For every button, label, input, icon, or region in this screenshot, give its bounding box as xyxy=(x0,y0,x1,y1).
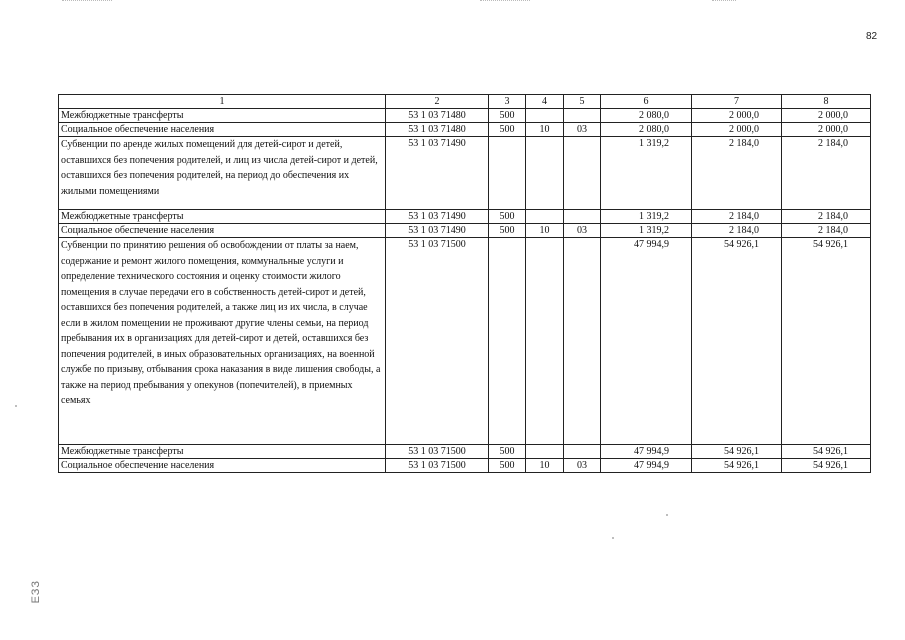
header-cell: 4 xyxy=(526,95,564,109)
row-value-col8: 2 184,0 xyxy=(782,224,871,238)
table-row xyxy=(59,238,871,445)
row-value-col6: 47 994,9 xyxy=(601,445,692,459)
row-type: 500 xyxy=(489,210,526,224)
row-section xyxy=(526,210,564,224)
row-name: Субвенции по принятию решения об освобождении от платы за наем, содержание и ремонт жилого помещения, коммунальные услуги и определение технического состояния и оценку стоимости жилого помещения в случае передачи его в собственность детей-сирот и детей, оставшихся без попечения родителей, а также лиц из их числа, в случае если в жилом помещении не проживают другие члены семьи, на период пребывания их в организациях для детей-сирот и детей, оставшихся без попечения родителей, в иных образовательных организациях, на военной службе по призыву, отбывания срока наказания в виде лишения свободы, а также на период пребывания у опекунов (попечителей), в приемных семьях xyxy=(59,238,386,445)
row-value-col7: 2 184,0 xyxy=(692,137,782,210)
row-subsection xyxy=(564,109,601,123)
row-code: 53 1 03 71500 xyxy=(386,445,489,459)
table-row xyxy=(59,210,871,224)
row-section xyxy=(526,238,564,445)
row-type: 500 xyxy=(489,109,526,123)
row-value-col8: 2 000,0 xyxy=(782,109,871,123)
row-code: 53 1 03 71490 xyxy=(386,137,489,210)
row-subsection: 03 xyxy=(564,224,601,238)
row-value-col6: 2 080,0 xyxy=(601,109,692,123)
scan-speck xyxy=(612,537,614,539)
row-section: 10 xyxy=(526,459,564,473)
row-type: 500 xyxy=(489,459,526,473)
row-value-col7: 2 000,0 xyxy=(692,109,782,123)
budget-table xyxy=(58,94,871,473)
row-name: Социальное обеспечение населения xyxy=(59,224,386,238)
row-type: 500 xyxy=(489,445,526,459)
row-value-col8: 2 000,0 xyxy=(782,123,871,137)
row-section xyxy=(526,109,564,123)
row-section: 10 xyxy=(526,123,564,137)
table-row xyxy=(59,109,871,123)
row-type: 500 xyxy=(489,224,526,238)
margin-stamp: ЕЗЗ xyxy=(30,580,42,604)
row-value-col6: 2 080,0 xyxy=(601,123,692,137)
row-subsection xyxy=(564,210,601,224)
row-subsection xyxy=(564,445,601,459)
header-cell: 7 xyxy=(692,95,782,109)
row-value-col7: 54 926,1 xyxy=(692,445,782,459)
table-row xyxy=(59,459,871,473)
row-code: 53 1 03 71480 xyxy=(386,123,489,137)
row-section xyxy=(526,137,564,210)
header-cell: 1 xyxy=(59,95,386,109)
header-cell: 8 xyxy=(782,95,871,109)
row-value-col7: 2 184,0 xyxy=(692,224,782,238)
row-name: Социальное обеспечение населения xyxy=(59,459,386,473)
table-row xyxy=(59,137,871,210)
row-type xyxy=(489,238,526,445)
row-section xyxy=(526,445,564,459)
row-value-col7: 2 184,0 xyxy=(692,210,782,224)
row-name: Межбюджетные трансферты xyxy=(59,109,386,123)
scan-artifact-top-left xyxy=(62,0,112,4)
row-value-col8: 54 926,1 xyxy=(782,445,871,459)
row-code: 53 1 03 71490 xyxy=(386,224,489,238)
row-value-col8: 2 184,0 xyxy=(782,210,871,224)
header-cell: 5 xyxy=(564,95,601,109)
row-section: 10 xyxy=(526,224,564,238)
scan-speck xyxy=(15,405,17,407)
row-subsection: 03 xyxy=(564,459,601,473)
row-code: 53 1 03 71500 xyxy=(386,238,489,445)
row-name: Субвенции по аренде жилых помещений для детей-сирот и детей, оставшихся без попечения родителей, и лиц из числа детей-сирот и детей, оставшихся без попечения родителей, на период до обеспечения их жилыми помещениями xyxy=(59,137,386,210)
row-name: Межбюджетные трансферты xyxy=(59,210,386,224)
row-value-col6: 1 319,2 xyxy=(601,210,692,224)
header-cell: 3 xyxy=(489,95,526,109)
row-value-col6: 1 319,2 xyxy=(601,137,692,210)
row-code: 53 1 03 71480 xyxy=(386,109,489,123)
row-value-col8: 54 926,1 xyxy=(782,459,871,473)
row-code: 53 1 03 71500 xyxy=(386,459,489,473)
row-value-col6: 47 994,9 xyxy=(601,459,692,473)
row-value-col7: 2 000,0 xyxy=(692,123,782,137)
row-subsection xyxy=(564,137,601,210)
row-value-col7: 54 926,1 xyxy=(692,459,782,473)
row-subsection: 03 xyxy=(564,123,601,137)
row-name: Межбюджетные трансферты xyxy=(59,445,386,459)
table-row xyxy=(59,123,871,137)
row-name: Социальное обеспечение населения xyxy=(59,123,386,137)
table-row xyxy=(59,445,871,459)
scan-speck xyxy=(666,514,668,516)
header-cell: 2 xyxy=(386,95,489,109)
row-type: 500 xyxy=(489,123,526,137)
row-value-col7: 54 926,1 xyxy=(692,238,782,445)
row-type xyxy=(489,137,526,210)
row-value-col6: 1 319,2 xyxy=(601,224,692,238)
table-header-row xyxy=(59,95,871,109)
scan-artifact-top-mid xyxy=(480,0,530,4)
row-value-col6: 47 994,9 xyxy=(601,238,692,445)
row-value-col8: 54 926,1 xyxy=(782,238,871,445)
header-cell: 6 xyxy=(601,95,692,109)
row-subsection xyxy=(564,238,601,445)
table-row xyxy=(59,224,871,238)
scan-artifact-top-right xyxy=(712,0,736,4)
row-code: 53 1 03 71490 xyxy=(386,210,489,224)
row-value-col8: 2 184,0 xyxy=(782,137,871,210)
page-number: 82 xyxy=(866,31,878,42)
